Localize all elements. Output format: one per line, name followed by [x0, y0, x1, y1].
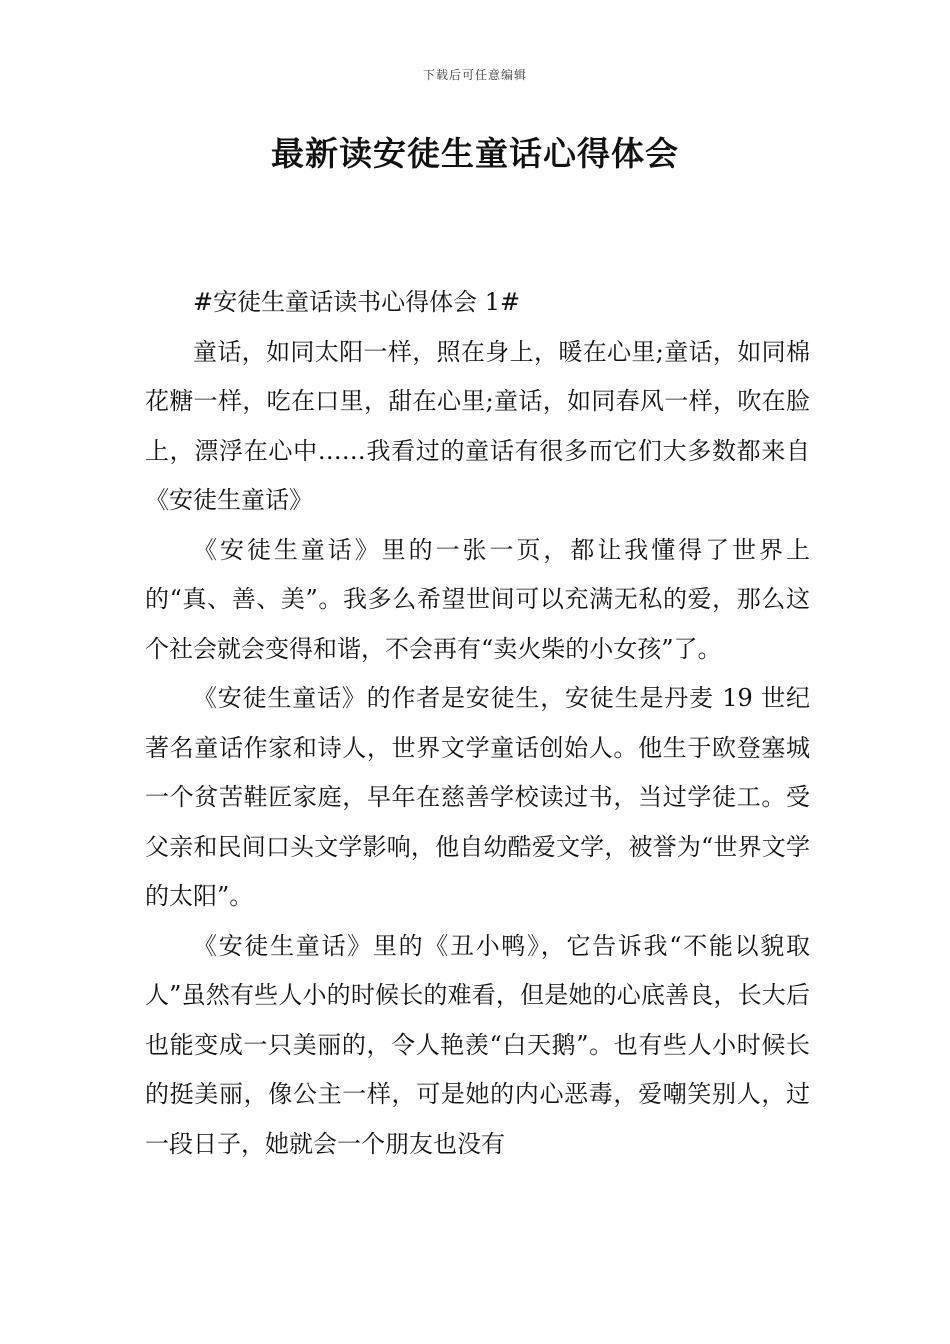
paragraph-3: 《安徒生童话》的作者是安徒生，安徒生是丹麦 19 世纪著名童话作家和诗人，世界文学童话创始人。他生于欧登塞城一个贫苦鞋匠家庭，早年在慈善学校读过书，当过学徒工。受父亲和民间口头文学影响，他自幼酷爱文学，被誉为“世界文学的太阳”。	[145, 684, 810, 910]
header-note: 下载后可任意编辑	[422, 68, 527, 82]
paragraph-1: 童话，如同太阳一样，照在身上，暖在心里;童话，如同棉花糖一样，吃在口里，甜在心里;童话，如同春风一样，吹在脸上，漂浮在心中……我看过的童话有很多而它们大多数都来自《安徒生童话》	[145, 337, 810, 514]
document-title: 最新读安徒生童话心得体会	[271, 134, 679, 173]
paragraph-4: 《安徒生童话》里的《丑小鸭》，它告诉我“不能以貌取人”虽然有些人小的时候长的难看，但是她的心底善良，长大后也能变成一只美丽的，令人艳羡“白天鹅”。也有些人小时候长的挺美丽，像公主一样，可是她的内心恶毒，爱嘲笑别人，过一段日子，她就会一个朋友也没有	[145, 931, 810, 1158]
document-body	[145, 278, 810, 1169]
paragraph-2: 《安徒生童话》里的一张一页，都让我懂得了世界上的“真、善、美”。我多么希望世间可以充满无私的爱，那么这个社会就会变得和谐，不会再有“卖火柴的小女孩”了。	[145, 535, 810, 663]
section-heading: #安徒生童话读书心得体会 1#	[193, 288, 521, 316]
